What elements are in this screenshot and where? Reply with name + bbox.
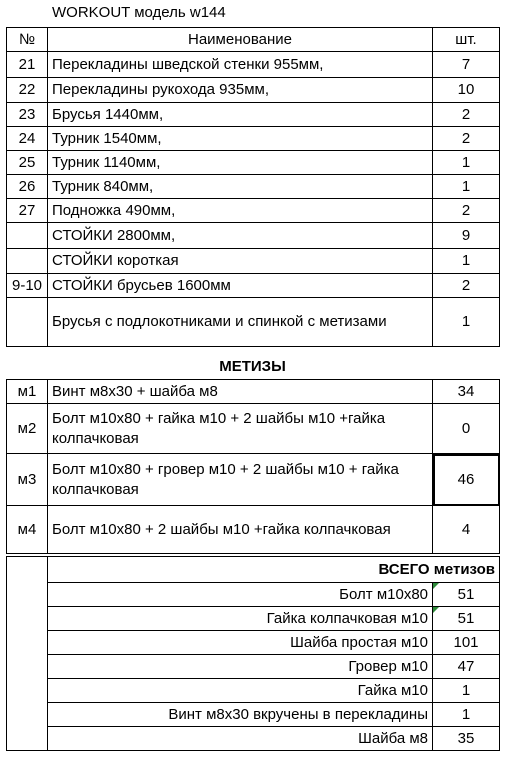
- table-row: [7, 727, 500, 751]
- total-qty: 101: [433, 631, 500, 655]
- row-num: [7, 223, 48, 249]
- fastener-qty: 46: [433, 454, 500, 506]
- row-qty: 2: [433, 274, 500, 298]
- row-name: Перекладины шведской стенки 955мм,: [48, 52, 433, 78]
- row-name: СТОЙКИ короткая: [48, 249, 433, 274]
- row-qty: 1: [433, 249, 500, 274]
- table-row: [7, 199, 500, 223]
- totals-spacer: [7, 655, 48, 679]
- total-name: Винт м8х30 вкручены в перекладины: [48, 703, 433, 727]
- row-num: 9-10: [7, 274, 48, 298]
- row-name: Брусья 1440мм,: [48, 103, 433, 127]
- row-name: Брусья с подлокотниками и спинкой с метизами: [48, 298, 433, 347]
- row-num: 27: [7, 199, 48, 223]
- row-qty: 1: [433, 175, 500, 199]
- table-row: [7, 631, 500, 655]
- row-qty: 10: [433, 78, 500, 103]
- table-row: [7, 52, 500, 78]
- table-row: [7, 274, 500, 298]
- totals-spacer: [7, 607, 48, 631]
- row-name: Турник 1140мм,: [48, 151, 433, 175]
- table-row: [7, 380, 500, 404]
- table-row: [7, 404, 500, 454]
- table-row: [7, 103, 500, 127]
- total-qty: 47: [433, 655, 500, 679]
- table-row: [7, 454, 500, 506]
- totals-heading: ВСЕГО метизов: [48, 557, 500, 583]
- total-name: Гровер м10: [48, 655, 433, 679]
- row-num: [7, 298, 48, 347]
- table-row: [7, 78, 500, 103]
- row-qty: 9: [433, 223, 500, 249]
- total-name: Гайка колпачковая м10: [48, 607, 433, 631]
- row-name: СТОЙКИ брусьев 1600мм: [48, 274, 433, 298]
- table-row: [7, 249, 500, 274]
- row-name: Турник 840мм,: [48, 175, 433, 199]
- table-row: [7, 655, 500, 679]
- metizy-heading: МЕТИЗЫ: [219, 358, 286, 375]
- header-num: №: [7, 28, 48, 52]
- totals-spacer: [7, 679, 48, 703]
- row-name: Подножка 490мм,: [48, 199, 433, 223]
- table-row: [7, 679, 500, 703]
- total-qty: 35: [433, 727, 500, 751]
- row-name: Перекладины рукохода 935мм,: [48, 78, 433, 103]
- totals-spacer: [7, 557, 48, 583]
- row-qty: 7: [433, 52, 500, 78]
- fastener-num: м3: [7, 454, 48, 506]
- fasteners-table: [6, 379, 500, 554]
- row-num: 25: [7, 151, 48, 175]
- header-qty: шт.: [433, 28, 500, 52]
- fastener-qty: 0: [433, 404, 500, 454]
- total-name: Шайба простая м10: [48, 631, 433, 655]
- fastener-name: Болт м10х80 + гайка м10 + 2 шайбы м10 +гайка колпачковая: [48, 404, 433, 454]
- table-row: [7, 607, 500, 631]
- table-row: [7, 506, 500, 554]
- table-header-row: [7, 28, 500, 52]
- row-qty: 2: [433, 127, 500, 151]
- fastener-num: м2: [7, 404, 48, 454]
- table-row: [7, 703, 500, 727]
- total-name: Болт м10х80: [48, 583, 433, 607]
- row-num: 22: [7, 78, 48, 103]
- row-qty: 1: [433, 151, 500, 175]
- total-qty: 1: [433, 703, 500, 727]
- row-name: СТОЙКИ 2800мм,: [48, 223, 433, 249]
- totals-spacer: [7, 727, 48, 751]
- fastener-name: Болт м10х80 + гровер м10 + 2 шайбы м10 + гайка колпачковая: [48, 454, 433, 506]
- row-qty: 2: [433, 199, 500, 223]
- row-num: 24: [7, 127, 48, 151]
- table-row: [7, 127, 500, 151]
- total-name: Шайба м8: [48, 727, 433, 751]
- fastener-name: Болт м10х80 + 2 шайбы м10 +гайка колпачковая: [48, 506, 433, 554]
- total-name: Гайка м10: [48, 679, 433, 703]
- total-qty: 51: [433, 583, 500, 607]
- table-row: [7, 298, 500, 347]
- totals-spacer: [7, 583, 48, 607]
- fastener-num: м1: [7, 380, 48, 404]
- row-num: 26: [7, 175, 48, 199]
- row-num: 21: [7, 52, 48, 78]
- row-qty: 1: [433, 298, 500, 347]
- total-qty: 1: [433, 679, 500, 703]
- fastener-name: Винт м8х30 + шайба м8: [48, 380, 433, 404]
- fastener-qty: 4: [433, 506, 500, 554]
- row-qty: 2: [433, 103, 500, 127]
- total-qty: 51: [433, 607, 500, 631]
- table-row: [7, 175, 500, 199]
- totals-header-row: [7, 557, 500, 583]
- table-row: [7, 151, 500, 175]
- table-row: [7, 583, 500, 607]
- totals-spacer: [7, 703, 48, 727]
- row-name: Турник 1540мм,: [48, 127, 433, 151]
- fastener-num: м4: [7, 506, 48, 554]
- row-num: [7, 249, 48, 274]
- sheet-title: WORKOUT модель w144: [52, 4, 226, 21]
- row-num: 23: [7, 103, 48, 127]
- table-row: [7, 223, 500, 249]
- fastener-qty: 34: [433, 380, 500, 404]
- totals-spacer: [7, 631, 48, 655]
- totals-table: [6, 556, 500, 751]
- header-name: Наименование: [48, 28, 433, 52]
- parts-table: [6, 27, 500, 347]
